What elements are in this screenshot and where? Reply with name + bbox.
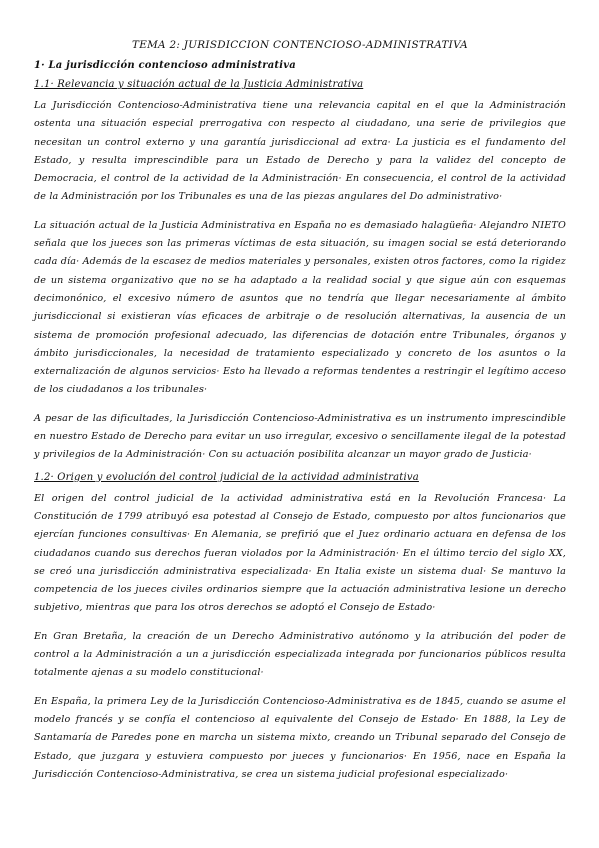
document-page [34, 34, 566, 794]
paragraph-relevancia: La Jurisdicción Contencioso-Administrativa tiene una relevancia capital en el que la Administración ostenta una situación especial prerrogativa con respecto al ciudadano, una serie de privilegios que necesitan un control externo y una garantía jurisdiccional ad extra· La justicia es el fundamento del Estado, y resulta imprescindible para un Estado de Derecho y para la validez del concepto de Democracia, el control de la actividad de la Administración· En consecuencia, el control de la actividad de la Administración por los Tribunales es una de las piezas angulares del Do administrativo· [34, 100, 566, 203]
subsection-1-2-heading: 1.2· Origen y evolución del control judicial de la actividad administrativa [34, 471, 419, 483]
paragraph-dificultades: A pesar de las dificultades, la Jurisdicción Contencioso-Administrativa es un instrumento imprescindible en nuestro Estado de Derecho para evitar un uso irregular, excesivo o sencillamente ilegal de la potestad y privilegios de la Administración· Con su actuación posibilita alcanzar un mayor grado de Justicia· [34, 412, 566, 461]
paragraph-gran-bretana: En Gran Bretaña, la creación de un Derecho Administrativo autónomo y la atribución del poder de control a la Administración a un a jurisdicción especializada integrada por funcionarios públicos resulta totalmente ajenas a su modelo constitucional· [34, 630, 566, 679]
paragraph-origen: El origen del control judicial de la actividad administrativa está en la Revolución Francesa· La Constitución de 1799 atribuyó esa potestad al Consejo de Estado, compuesto por altos funcionarios que ejercían funciones consultivas· En Alemania, se prefirió que el Juez ordinario actuara en defensa de los ciudadanos cuando sus derechos fueran violados por la Administración· En el último tercio del siglo XX, se creó una jurisdicción administrativa especializada· En Italia existe un sistema dual· Se mantuvo la competencia de los jueces civiles ordinarios siempre que la actuación administrativa lesione un derecho subjetivo, mientras que para los otros derechos se adoptó el Consejo de Estado· [34, 492, 566, 614]
paragraph-espana: En España, la primera Ley de la Jurisdicción Contencioso-Administrativa es de 1845, cuando se asume el modelo francés y se confía el contencioso al equivalente del Consejo de Estado· En 1888, la Ley de Santamaría de Paredes pone en marcha un sistema mixto, creando un Tribunal separado del Consejo de Estado, que juzgara y estuviera compuesto por jueces y funcionarios· En 1956, nace en España la Jurisdicción Contencioso-Administrativa, se crea un sistema judicial profesional especializado· [34, 695, 566, 780]
section-1-heading: 1· La jurisdicción contencioso administrativa [34, 60, 296, 71]
subsection-1-1-heading: 1.1· Relevancia y situación actual de la Justicia Administrativa [34, 79, 364, 90]
paragraph-situacion-actual: La situación actual de la Justicia Administrativa en España no es demasiado halagüeña· Alejandro NIETO señala que los jueces son las primeras víctimas de esta situación, su imagen social se está deteriorando cada día· Además de la escasez de medios materiales y personales, existen otros factores, como la rigidez de un sistema organizativo que no se ha adaptado a la realidad social y que sigue aún con esquemas decimonónico, el excesivo número de asuntos que no tendría que llegar necesariamente al ámbito jurisdiccional si existieran vías eficaces de arbitraje o de resolución alternativas, la ausencia de un sistema de promoción profesional adecuado, las diferencias de dotación entre Tribunales, órganos y ámbito jurisdiccionales, la necesidad de tratamiento especializado y concreto de los asuntos o la externalización de algunos servicios· Esto ha llevado a reformas tendentes a restringir el legítimo acceso de los ciudadanos a los tribunales· [34, 219, 566, 396]
document-title: TEMA 2: JURISDICCION CONTENCIOSO-ADMINISTRATIVA [132, 39, 468, 51]
